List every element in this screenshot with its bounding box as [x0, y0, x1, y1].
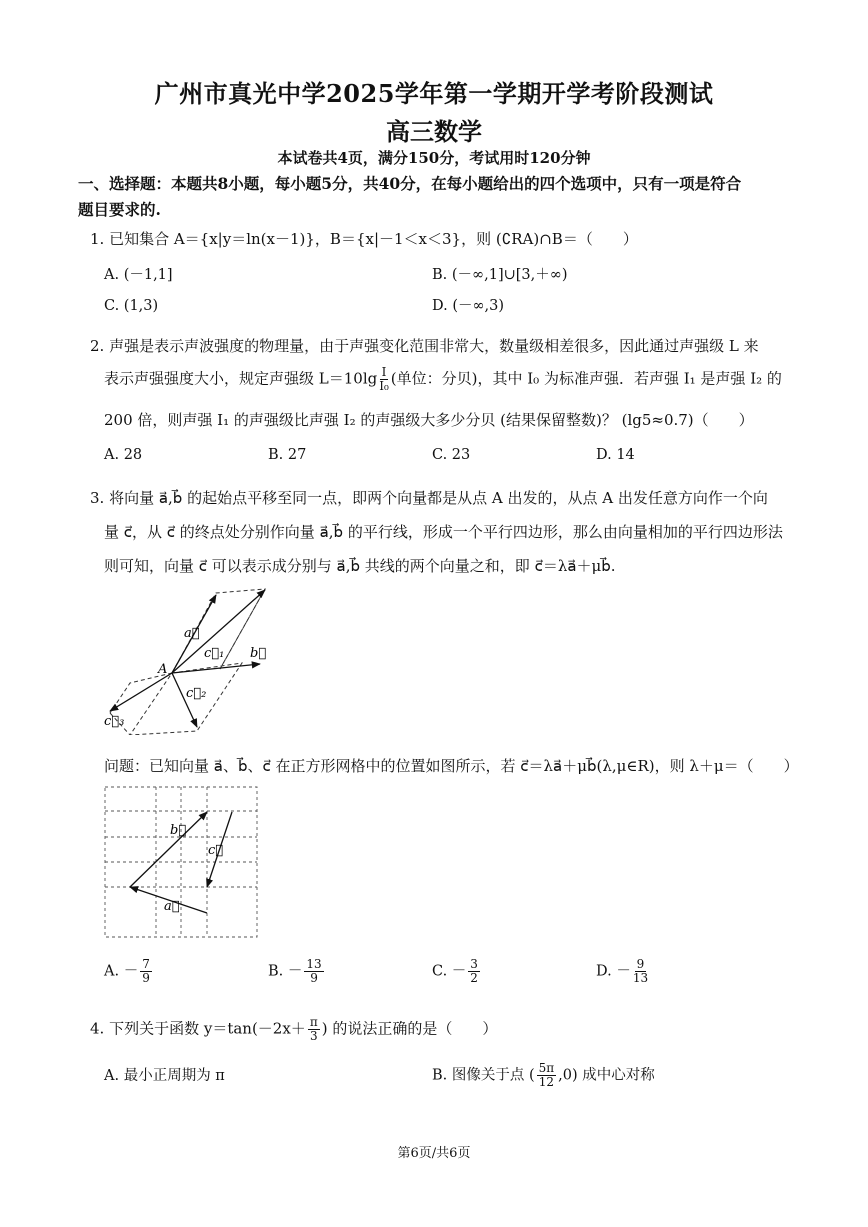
q2-option-a: A. 28	[104, 447, 143, 463]
page-subtitle: 高三数学	[386, 117, 482, 146]
q4-stem-b: ) 的说法正确的是（ ）	[321, 1019, 498, 1038]
q3-option-d-den: 13	[632, 971, 649, 985]
q1-option-c: C. (1,3)	[104, 298, 159, 314]
q2-frac-num: I	[381, 365, 387, 379]
q1-option-b: B. (－∞,1]∪[3,＋∞)	[432, 267, 568, 283]
fig2-label-b: b⃗	[170, 823, 187, 838]
q4-stem-num: π	[309, 1015, 318, 1029]
fig1-label-b: b⃗	[250, 646, 267, 661]
page-footer: 第6页/共6页	[397, 1146, 471, 1161]
section-heading-line1: 一、选择题：本题共8小题，每小题5分，共40分，在每小题给出的四个选项中，只有一项是符合	[78, 174, 742, 193]
fig1-label-point-a: A	[158, 662, 168, 677]
fig2-label-a: a⃗	[164, 899, 180, 914]
page-title: 广州市真光中学2025学年第一学期开学考阶段测试	[154, 79, 714, 108]
q4-stem-a: 4. 下列关于函数 y＝tan(－2x＋	[90, 1019, 306, 1038]
grid-lines	[105, 787, 257, 937]
q4-option-b	[432, 1062, 655, 1089]
q2-option-c: C. 23	[432, 447, 471, 463]
fig1-label-c2: c⃗₂	[186, 686, 207, 701]
q2-line1: 2. 声强是表示声波强度的物理量，由于声强变化范围非常大，数量级相差很多，因此通过声强级 L 来	[90, 337, 759, 355]
exam-info: 本试卷共4页，满分150分，考试用时120分钟	[277, 149, 591, 167]
q2-fraction	[379, 366, 389, 393]
q2-frac-den: I₀	[379, 379, 389, 393]
grid-vector-b-arrow	[130, 812, 207, 887]
q4-stem	[90, 1016, 497, 1043]
q4-option-a: A. 最小正周期为 π	[104, 1068, 225, 1084]
q3-line2: 量 c⃗，从 c⃗ 的终点处分别作向量 a⃗,b⃗ 的平行线，形成一个平行四边形，那么由向量相加的平行四边形法	[104, 523, 783, 541]
q2-line2-b: (单位：分贝)，其中 I₀ 为标准声强．若声强 I₁ 是声强 I₂ 的	[390, 369, 782, 388]
fig1-label-c1: c⃗₁	[204, 646, 225, 661]
q2-line3: 200 倍，则声强 I₁ 的声强级比声强 I₂ 的声强级大多少分贝 (结果保留整数)？ (lg5≈0.7)（ ）	[104, 411, 754, 429]
q3-option-c-den: 2	[470, 971, 478, 985]
q3-option-d-prefix: D. －	[596, 963, 631, 980]
q3-option-d-num: 9	[636, 957, 645, 971]
q4-option-b-a: B. 图像关于点 (	[432, 1067, 535, 1084]
q2-line2	[104, 366, 782, 393]
q3-option-c-prefix: C. －	[432, 963, 467, 980]
q1-stem: 1. 已知集合 A＝{x|y＝ln(x－1)}，B＝{x|－1＜x＜3}，则 (∁RA)∩B＝（ ）	[90, 230, 638, 248]
q3-option-b	[268, 958, 326, 985]
fig2-label-c: c⃗	[208, 843, 224, 858]
q4-option-b-b: ,0) 成中心对称	[558, 1067, 655, 1084]
section-heading-line2: 题目要求的.	[78, 200, 161, 219]
q3-option-c-num: 3	[470, 957, 478, 971]
q3-option-a-den: 9	[142, 971, 150, 985]
q3-option-c	[432, 958, 482, 985]
q2-line2-a: 表示声强强度大小，规定声强级 L＝10lg	[104, 369, 378, 388]
q3-line1: 3. 将向量 a⃗,b⃗ 的起始点平移至同一点，即两个向量都是从点 A 出发的，从点 A 出发任意方向作一个向	[90, 489, 768, 507]
q3-option-d	[596, 958, 650, 985]
q4-stem-den: 3	[309, 1029, 318, 1043]
q3-option-a-num: 7	[142, 957, 150, 971]
q3-option-a	[104, 958, 154, 985]
q1-option-a: A. (－1,1]	[104, 267, 173, 283]
fig1-label-c3: c⃗₃	[104, 714, 125, 729]
vector-b-arrow	[172, 664, 260, 673]
q3-option-b-num: 13	[306, 957, 322, 971]
q2-option-b: B. 27	[268, 447, 307, 463]
q3-option-a-prefix: A. －	[104, 963, 139, 980]
q4-option-b-num: 5π	[538, 1061, 555, 1075]
q3-option-b-den: 9	[310, 971, 318, 985]
parallelogram-figure	[100, 585, 280, 735]
vector-c3-arrow	[110, 673, 172, 711]
q3-option-b-prefix: B. －	[268, 963, 303, 980]
q4-option-b-den: 12	[538, 1075, 555, 1089]
fig1-label-a: a⃗	[184, 626, 200, 641]
grid-figure	[104, 786, 260, 940]
q2-option-d: D. 14	[596, 447, 635, 463]
q1-option-d: D. (－∞,3)	[432, 298, 505, 314]
q3-question: 问题：已知向量 a⃗、b⃗、c⃗ 在正方形网格中的位置如图所示，若 c⃗＝λa⃗＋μb⃗(λ,μ∈R)，则 λ＋μ＝（ ）	[104, 757, 799, 775]
q3-line3: 则可知，向量 c⃗ 可以表示成分别与 a⃗,b⃗ 共线的两个向量之和，即 c⃗＝λa⃗＋μb⃗.	[104, 557, 616, 575]
